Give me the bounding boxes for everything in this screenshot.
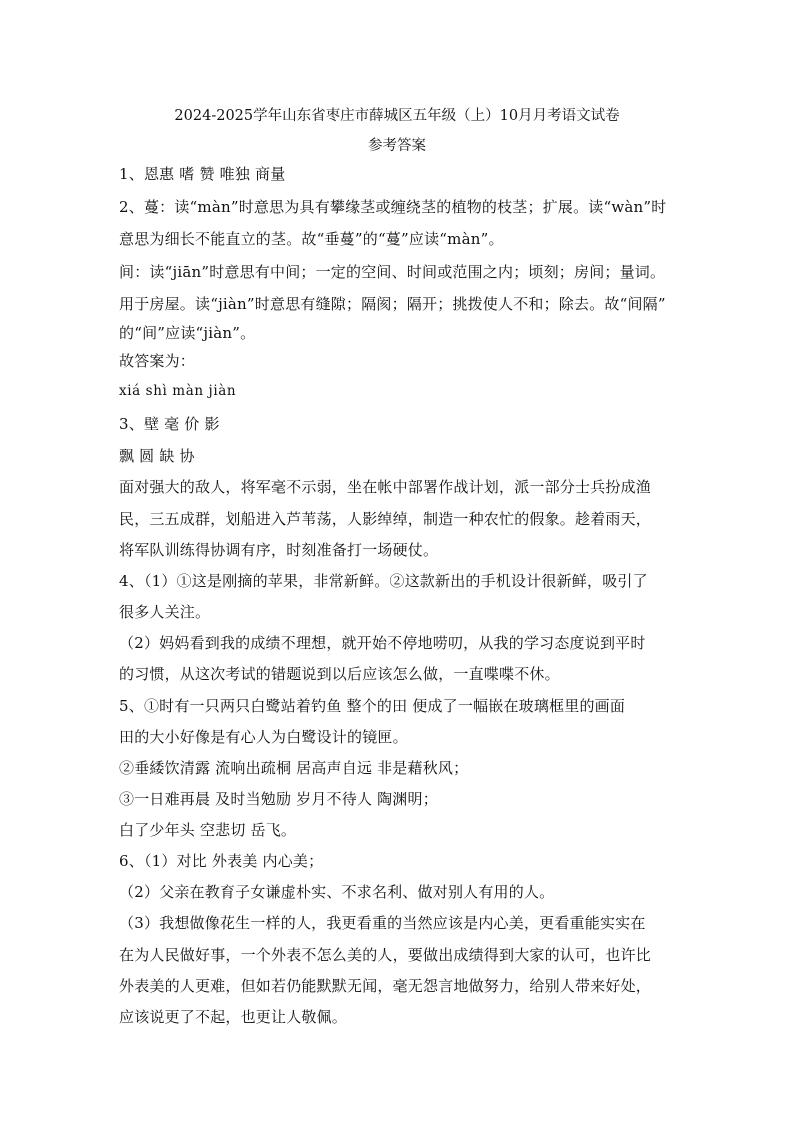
answer-line: 将军队训练得协调有序，时刻准备打一场硬仗。 [119, 541, 439, 559]
answer-line: （2）妈妈看到我的成绩不理想，就开始不停地唠叨，从我的学习态度说到平时 [119, 634, 646, 652]
answer-line: 5、①时有一只两只白鹭站着钓鱼 整个的田 便成了一幅嵌在玻璃框里的画面 [119, 697, 626, 715]
answer-line: 3、壁 毫 价 影 [119, 415, 220, 433]
document-subtitle: 参考答案 [368, 138, 426, 154]
answer-line: 4、（1）①这是刚摘的苹果，非常新鲜。②这款新出的手机设计很新鲜，吸引了 [119, 572, 648, 590]
answer-line: （2）父亲在教育子女谦虚朴实、不求名利、做对别人有用的人。 [119, 883, 555, 901]
answer-line: 民，三五成群，划船进入芦苇荡，人影绰绰，制造一种农忙的假象。趁着雨天， [119, 510, 652, 528]
answer-line: 意思为细长不能直立的茎。故“垂蔓”的“蔓”应读“màn”。 [119, 230, 504, 248]
answer-line: 2、蔓：读“màn”时意思为具有攀缘茎或缠绕茎的植物的枝茎；扩展。读“wàn”时 [119, 198, 667, 216]
answer-line: 田的大小好像是有心人为白鹭设计的镜匣。 [119, 728, 408, 746]
answer-line: 用于房屋。读“jiàn”时意思有缝隙；隔阂；隔开；挑拨使人不和；除去。故“间隔” [119, 295, 666, 313]
answer-line: 白了少年头 空悲切 岳飞。 [119, 821, 297, 839]
answer-line: 故答案为： [119, 352, 196, 370]
answer-line: ③一日难再晨 及时当勉励 岁月不待人 陶渊明； [119, 790, 438, 808]
answer-line: 很多人关注。 [119, 603, 211, 621]
answer-line: （3）我想做像花生一样的人，我更看重的当然应该是内心美，更看重能实实在 [119, 914, 646, 932]
answer-line: 的“间”应读“jiàn”。 [119, 324, 256, 342]
answer-line: 应该说更了不起，也更让人敬佩。 [119, 1008, 348, 1026]
answer-line: 间：读“jiān”时意思有中间；一定的空间、时间或范围之内；顷刻；房间；量词。 [119, 263, 666, 281]
answer-line: 的习惯，从这次考试的错题说到以后应该怎么做，一直喋喋不休。 [119, 665, 560, 683]
document-title: 2024-2025学年山东省枣庄市薛城区五年级（上）10月月考语文试卷 [174, 108, 620, 124]
answer-line: 面对强大的敌人，将军毫不示弱，坐在帐中部署作战计划，派一部分士兵扮成渔 [119, 478, 652, 496]
answer-line: 飘 圆 缺 协 [119, 447, 195, 465]
answer-line: 6、（1）对比 外表美 内心美； [119, 852, 324, 870]
answer-line: 在为人民做好事，一个外表不怎么美的人，要做出成绩得到大家的认可，也许比 [119, 946, 652, 964]
pinyin-answer: xiá shì màn jiàn [119, 383, 237, 399]
answer-line: ②垂緌饮清露 流响出疏桐 居高声自远 非是藉秋风； [119, 759, 469, 777]
answer-line: 1、恩惠 嗜 赞 唯独 商量 [119, 165, 286, 183]
answer-line: 外表美的人更难，但如若仍能默默无闻，毫无怨言地做努力，给别人带来好处， [119, 977, 652, 995]
